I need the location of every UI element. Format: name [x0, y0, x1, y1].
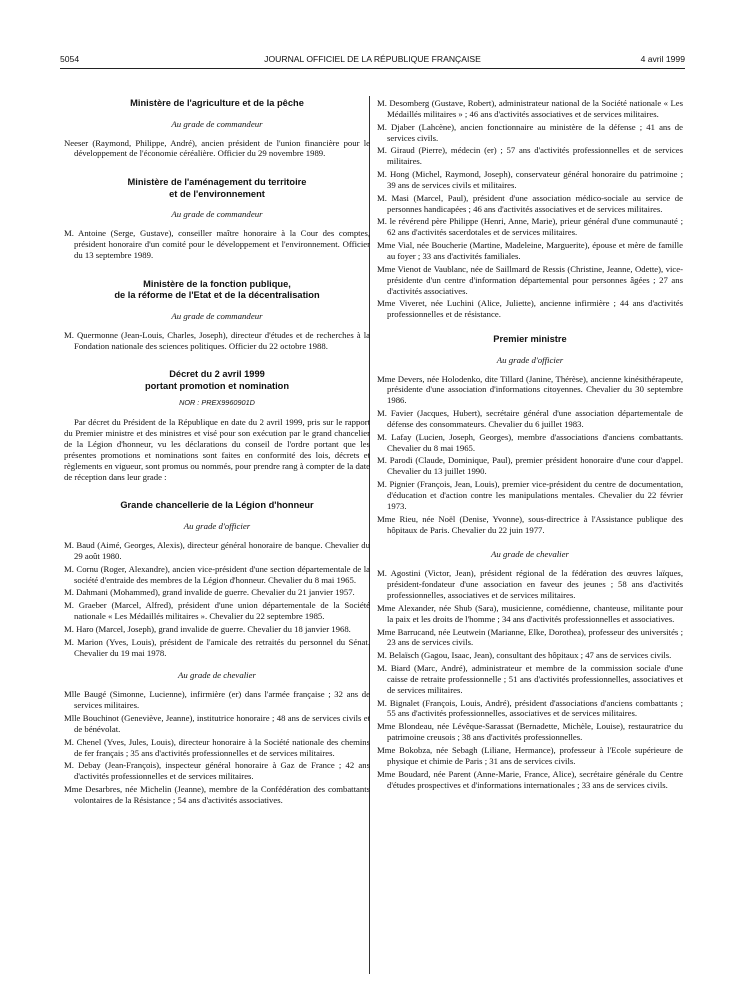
section-title-premier-ministre: Premier ministre [493, 334, 567, 345]
list-item: M. Djaber (Lahcène), ancien fonctionnaire au ministère de la défense ; 41 ans de services civils. [377, 121, 683, 143]
grade-label: Au grade de chevalier [491, 549, 569, 560]
list-item: Mme Blondeau, née Lévêque-Sarassat (Bernadette, Michèle, Louise), restauratrice du patrimoine creusois ; 38 ans d'activités professionnelles. [377, 721, 683, 743]
section-title-line: Ministère de l'aménagement du territoire [127, 177, 307, 188]
right-column [377, 98, 683, 792]
list-item: M. Baud (Aimé, Georges, Alexis), directeur général honoraire de banque. Chevalier du 29 août 1980. [64, 539, 370, 561]
list-item: M. Chenel (Yves, Jules, Louis), directeur honoraire à la Société nationale des chemins de fer français ; 35 ans d'activités professionnelles et de services militaires. [64, 736, 370, 758]
list-item: Mlle Bouchinot (Geneviève, Jeanne), institutrice honoraire ; 48 ans de services civils et de bénévolat. [64, 713, 370, 734]
page-header [60, 54, 685, 69]
grade-label: Au grade de commandeur [171, 310, 263, 321]
list-item: M. Favier (Jacques, Hubert), secrétaire général d'une association départementale de défense des consommateurs. Chevalier du 6 juillet 1983. [377, 408, 683, 429]
list-item: Mme Barrucand, née Leutwein (Marianne, Elke, Dorothea), professeur des universités ; 23 ans de services civils. [377, 626, 683, 648]
list-item: Mme Devers, née Holodenko, dite Tillard (Janine, Thérèse), ancienne kinésithérapeute, présidente d'une association d'informations citoyennes. Chevalier du 30 septembre 1986. [377, 373, 683, 406]
list-item: M. Pignier (François, Jean, Louis), premier vice-président du centre de documentation, d'éducation et d'action contre les manipulations mentales. Chevalier du 22 février 1973. [377, 479, 683, 511]
list-item: Mme Rieu, née Noël (Denise, Yvonne), sous-directrice à l'Assistance publique des hôpitaux de Paris. Chevalier du 22 juin 1977. [377, 513, 683, 535]
section-title-line: et de l'environnement [169, 188, 265, 199]
list-item: M. Agostini (Victor, Jean), président régional de la fédération des œuvres laïques, président-fondateur d'une association en faveur des jeunes ; 58 ans d'activités professionnelles, associatives et de services militaires. [377, 568, 683, 601]
section-title-line: de la réforme de l'Etat et de la décentralisation [114, 290, 320, 301]
list-item: M. Bignalet (François, Louis, André), président d'associations d'anciens combattants ; 55 ans d'activités professionnelles, associatives et de services militaires. [377, 697, 683, 719]
list-item: Mme Vial, née Boucherie (Martine, Madeleine, Marguerite), épouse et mère de famille au foyer ; 33 ans d'activités familiales. [377, 240, 683, 261]
list-item: M. Lafay (Lucien, Joseph, Georges), membre d'associations d'anciens combattants. Chevalier du 8 mai 1965. [377, 431, 683, 453]
list-item: M. le révérend père Philippe (Henri, Anne, Marie), prieur général d'une communauté ; 62 ans d'activités sacerdotales et de services militaires. [377, 216, 683, 238]
decree-title-line: portant promotion et nomination [144, 380, 290, 391]
list-item: M. Dahmani (Mohammed), grand invalide de guerre. Chevalier du 21 janvier 1957. [64, 587, 355, 598]
nor-reference: NOR : PREX9960901D [179, 398, 255, 408]
grade-label: Au grade de chevalier [178, 670, 256, 681]
grade-label: Au grade de commandeur [171, 209, 263, 220]
list-item: Mme Boudard, née Parent (Anne-Marie, France, Alice), secrétaire générale du Centre d'études prospectives et d'informations internationales ; 33 ans de services civils. [377, 768, 683, 790]
list-item: M. Parodi (Claude, Dominique, Paul), premier président honoraire d'une cour d'appel. Chevalier du 13 juillet 1990. [377, 455, 683, 477]
list-item: M. Cornu (Roger, Alexandre), ancien vice-président d'une section départementale de la société d'entraide des membres de la Légion d'honneur. Chevalier du 8 mai 1965. [64, 563, 370, 585]
list-item: M. Graeber (Marcel, Alfred), président d'une union départementale de la Société nationale « Les Médaillés militaires ». Chevalier du 22 septembre 1985. [64, 600, 370, 622]
section-title-line: Ministère de la fonction publique, [143, 278, 291, 289]
page-number: 5054 [60, 54, 80, 64]
issue-date: 4 avril 1999 [640, 54, 685, 64]
list-item: Mme Alexander, née Shub (Sara), musicienne, comédienne, chanteuse, militante pour la paix et les droits de l'homme ; 34 ans d'activités professionnelles et associatives. [377, 602, 683, 624]
list-item: Neeser (Raymond, Philippe, André), ancien président de l'union financière pour le développement de l'économie céréalière. Officier du 29 novembre 1989. [64, 137, 370, 159]
section-title-agriculture: Ministère de l'agriculture et de la pêche [130, 98, 304, 108]
list-item: M. Masi (Marcel, Paul), président d'une association médico-sociale au service de personnes handicapées ; 46 ans d'activités associatives et de services militaires. [377, 192, 683, 214]
list-item: M. Desomberg (Gustave, Robert), administrateur national de la Société nationale « Les Médaillés militaires » ; 46 ans d'activités associatives et de services militaires. [377, 98, 683, 119]
list-item: Mme Bokobza, née Sebagh (Liliane, Hermance), professeur à l'Ecole supérieure de physique et chimie de Paris ; 31 ans de services civils. [377, 745, 683, 766]
list-item: M. Haro (Marcel, Joseph), grand invalide de guerre. Chevalier du 18 janvier 1968. [64, 623, 351, 634]
section-title-amenagement [64, 177, 370, 200]
list-item: M. Biard (Marc, André), administrateur et membre de la commission sociale d'une caisse de retraite professionnelle ; 51 ans d'activités professionnelles, associatives et de services militaires. [377, 663, 683, 695]
left-column [64, 98, 370, 808]
list-item: M. Antoine (Serge, Gustave), conseiller maître honoraire à la Cour des comptes, président honoraire d'un comité pour le développement et l'environnement. Officier du 13 septembre 1989. [64, 228, 370, 260]
section-title-fonction-publique [64, 279, 370, 302]
list-item: M. Debay (Jean-François), inspecteur général honoraire à Gaz de France ; 42 ans d'activités professionnelles et de services militaires. [64, 760, 370, 782]
list-item: Mme Desarbres, née Michelin (Jeanne), membre de la Confédération des combattants volontaires de la Résistance ; 54 ans d'activités associatives. [64, 784, 370, 805]
decree-paragraph: Par décret du Président de la République en date du 2 avril 1999, pris sur le rapport du Premier ministre et des ministres et visé pour son exécution par le grand chancelier de la Légion d'honneur, vu les déclarations du conseil de l'ordre portant que les présentes promotions et nominations sont faites en conformité des lois, décrets et règlements en vigueur, sont promus ou nommés, pour prendre rang à compter de la date de réception dans leur grade : [64, 417, 370, 482]
grade-label: Au grade d'officier [496, 354, 564, 365]
decree-title-line: Décret du 2 avril 1999 [169, 369, 265, 380]
list-item: Mlle Baugé (Simonne, Lucienne), infirmière (er) dans l'armée française ; 32 ans de services militaires. [64, 689, 370, 711]
decree-title [64, 369, 370, 392]
grade-label: Au grade de commandeur [171, 118, 263, 129]
list-item: M. Quermonne (Jean-Louis, Charles, Joseph), directeur d'études et de recherches à la Fondation nationale des sciences politiques. Officier du 22 octobre 1988. [64, 329, 370, 351]
list-item: M. Hong (Michel, Raymond, Joseph), conservateur général honoraire du patrimoine ; 39 ans de services civils et militaires. [377, 169, 683, 190]
list-item: Mme Vienot de Vaublanc, née de Saillmard de Ressis (Christine, Jeanne, Odette), vice-présidente d'un centre d'information départemental pour personnes âgées ; 27 ans d'activités associatives. [377, 263, 683, 296]
journal-title: JOURNAL OFFICIEL DE LA RÉPUBLIQUE FRANÇAISE [264, 54, 481, 64]
list-item: Mme Viveret, née Luchini (Alice, Juliette), ancienne infirmière ; 44 ans d'activités professionnelles et de résistance. [377, 298, 683, 320]
grade-label: Au grade d'officier [183, 520, 251, 531]
list-item: M. Giraud (Pierre), médecin (er) ; 57 ans d'activités professionnelles et de services militaires. [377, 145, 683, 167]
section-title-grande-chancellerie: Grande chancellerie de la Légion d'honneur [120, 500, 314, 511]
list-item: M. Marion (Yves, Louis), président de l'amicale des retraités du personnel du Sénat. Chevalier du 19 mai 1978. [64, 636, 370, 658]
list-item: M. Belaïsch (Gagou, Isaac, Jean), consultant des hôpitaux ; 47 ans de services civils. [377, 650, 672, 661]
